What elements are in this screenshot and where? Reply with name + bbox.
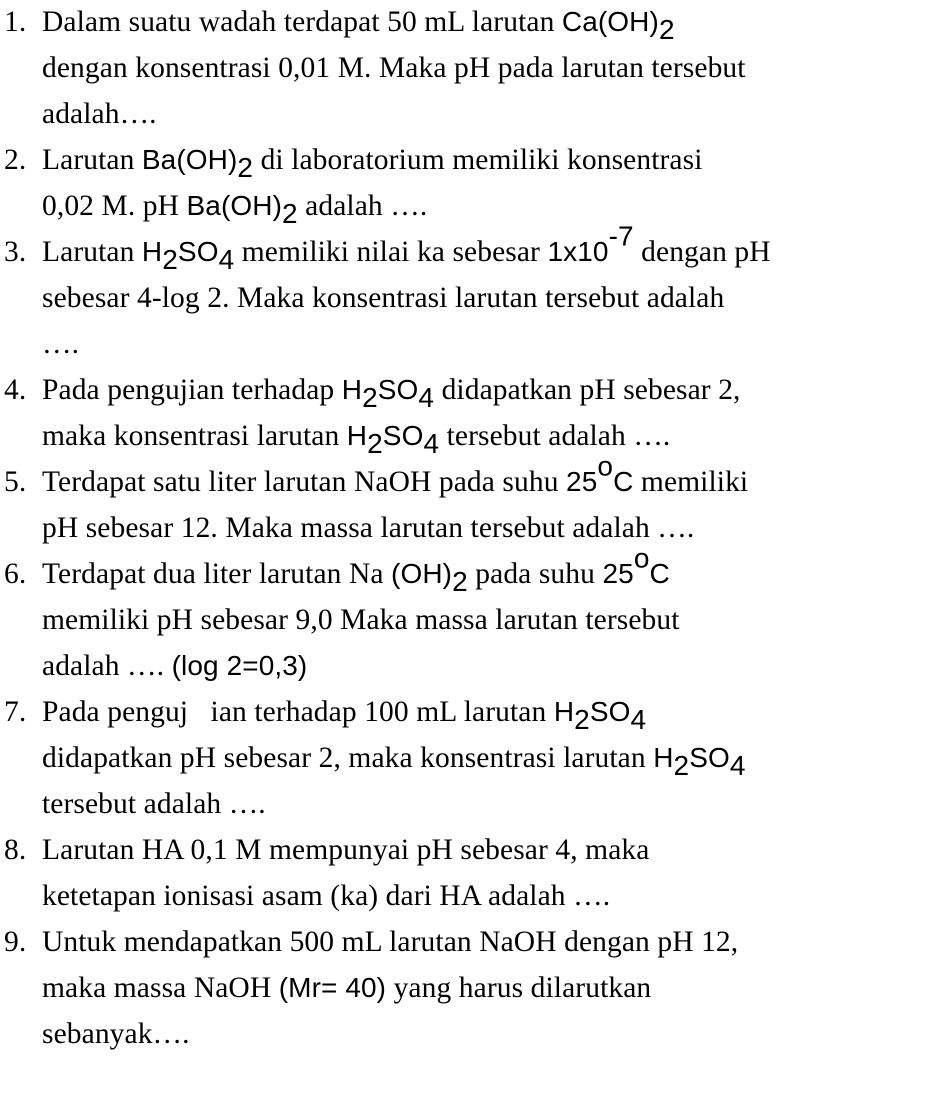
q8-line-2: ketetapan ionisasi asam (ka) dari HA adalah …. (42, 880, 611, 912)
q9-line-3: sebanyak…. (42, 1018, 190, 1050)
q1-line-1: 1. Dalam suatu wadah terdapat 50 mL larutan $Ca(OH)_2$ (4, 6, 675, 45)
q8-line-1: 8. Larutan HA 0,1 M mempunyai pH sebesar 4, maka (4, 834, 650, 866)
q7-number: 7. (4, 696, 27, 728)
q9-number: 9. (4, 926, 27, 958)
q5-line-1: 5. Terdapat satu liter larutan NaOH pada suhu 25$^o$C memiliki (4, 450, 749, 498)
q6-line-3: adalah …. (log 2=0,3) (42, 650, 308, 682)
q8-number: 8. (4, 834, 27, 866)
q9-line-1: 9. Untuk mendapatkan 500 mL larutan NaOH dengan pH 12, (4, 926, 739, 958)
q1-line-3: adalah…. (42, 98, 157, 130)
q4-line-1: 4. Pada pengujian terhadap $H_2SO_4$ didapatkan pH sebesar 2, (4, 374, 741, 413)
q7-line-1: 7. Pada penguj ian terhadap 100 mL larutan $H_2SO_4$ (4, 696, 647, 735)
q5-number: 5. (4, 466, 27, 498)
q1-line-2: dengan konsentrasi 0,01 M. Maka pH pada larutan tersebut (42, 52, 746, 84)
q7-line-2: didapatkan pH sebesar 2, maka konsentrasi larutan $H_2SO_4$ (42, 742, 746, 781)
q7-line-3: tersebut adalah …. (42, 788, 266, 820)
q4-number: 4. (4, 374, 27, 406)
q9-line-2: maka massa NaOH (Mr= 40) yang harus dilarutkan (42, 972, 652, 1004)
q6-line-1: 6. Terdapat dua liter larutan Na $(OH)_2$ pada suhu 25$^o$C (4, 542, 670, 597)
q3-line-2: sebesar 4-log 2. Maka konsentrasi larutan tersebut adalah (42, 282, 725, 314)
q2-number: 2. (4, 144, 27, 176)
q2-line-1: 2. Larutan $Ba(OH)_2$ di laboratorium memiliki konsentrasi (4, 144, 703, 183)
q1-number: 1. (4, 6, 27, 38)
q6-number: 6. (4, 558, 27, 590)
q4-line-2: maka konsentrasi larutan $H_2SO_4$ tersebut adalah …. (42, 420, 671, 459)
q3-line-3: …. (42, 328, 80, 360)
q5-line-2: pH sebesar 12. Maka massa larutan tersebut adalah …. (42, 512, 695, 544)
q3-number: 3. (4, 236, 27, 268)
q6-line-2: memiliki pH sebesar 9,0 Maka massa larutan tersebut (42, 604, 680, 636)
q2-line-2: 0,02 M. pH $Ba(OH)_2$ adalah …. (42, 190, 428, 229)
q3-line-1: 3. Larutan $H_2SO_4$ memiliki nilai ka sebesar $1x10^{-7}$ dengan pH (4, 220, 771, 275)
